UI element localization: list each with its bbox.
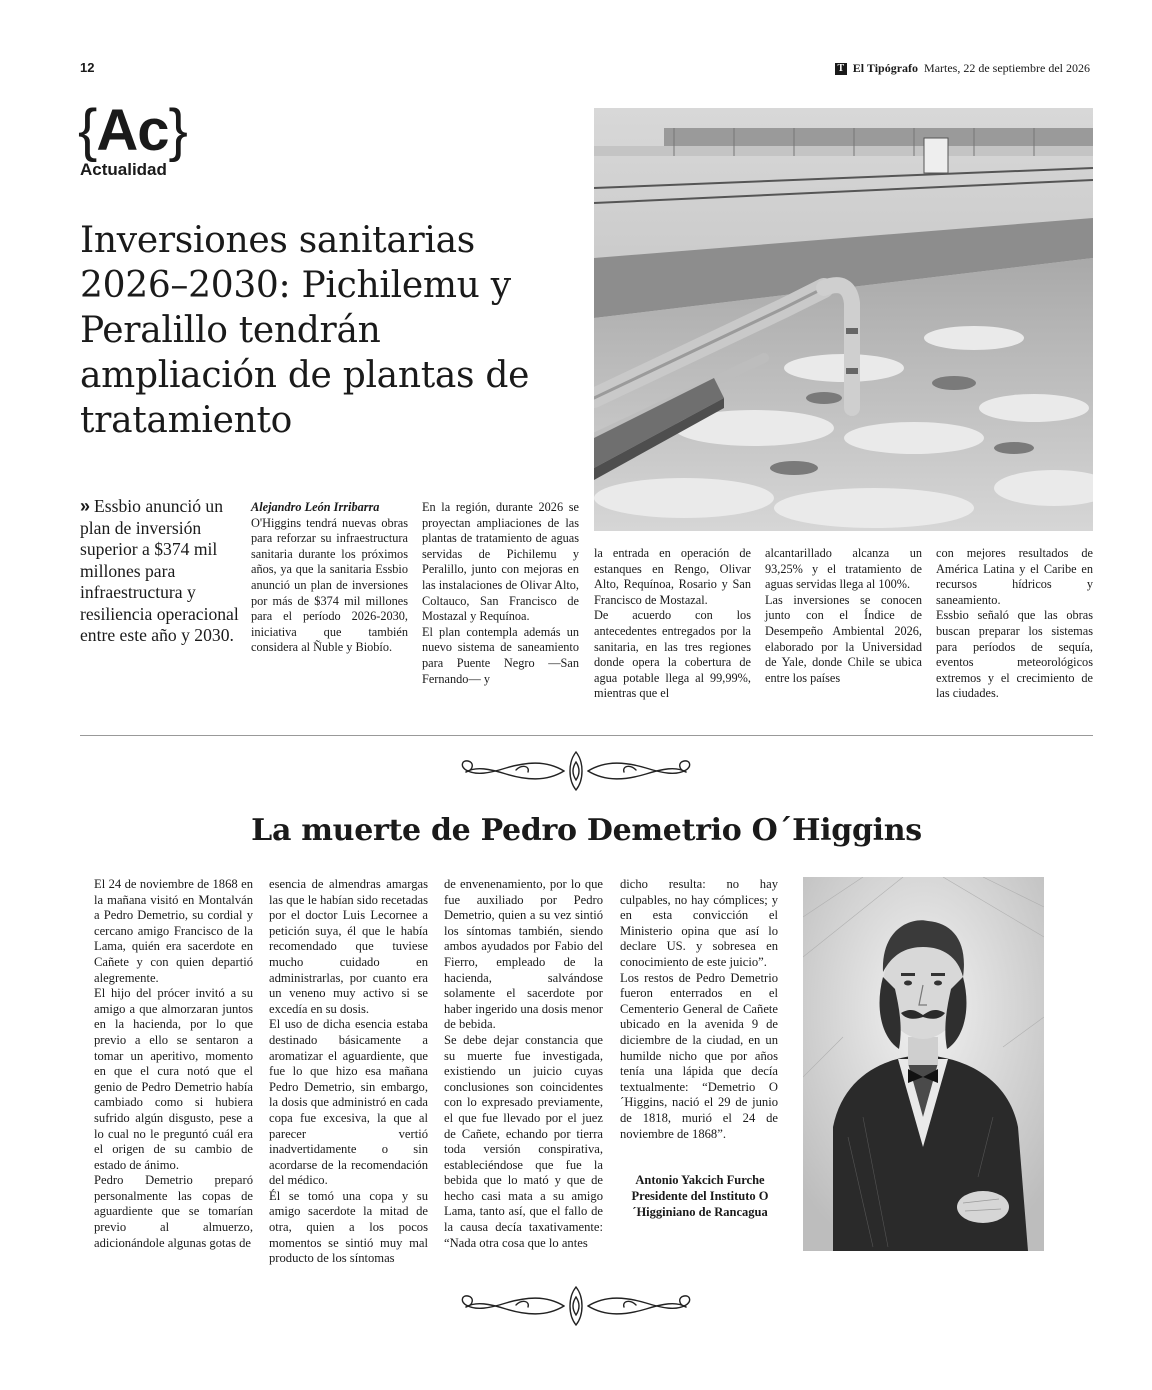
article2-column-1 (94, 877, 253, 1251)
article-headline: La muerte de Pedro Demetrio O´Higgins (251, 813, 922, 848)
issue-date: Martes, 22 de septiembre del 2026 (924, 61, 1090, 75)
masthead (835, 61, 1090, 76)
page-number: 12 (80, 60, 95, 75)
paragraph: la entrada en operación de estanques en Rengo, Olivar Alto, Requínoa, Rosario y San Francisco de Mostazal. (594, 546, 751, 607)
paragraph: Pedro Demetrio preparó personalmente las copas de aguardiente que se tomarían previo al almuerzo, adicionándole algunas gotas de (94, 1173, 253, 1250)
article-lede (80, 496, 240, 647)
article-column-1 (251, 500, 408, 656)
engraved-portrait-illustration (803, 877, 1044, 1251)
flourish-ornament-icon (456, 748, 696, 794)
publication-logo-icon: T (835, 63, 847, 75)
photo-illustration (594, 108, 1093, 531)
author-signature (620, 1172, 780, 1220)
paragraph: Él se tomó una copa y su amigo sacerdote la mitad de otra, quien a los pocos momentos se sintió muy mal producto de los síntomas (269, 1188, 428, 1266)
paragraph: El hijo del prócer invitó a su amigo a que almorzaran juntos en la hacienda, por lo que previo a ello se sentaron a tomar un aperitivo, momento en que el cura notó que el genio de Pedro Demetrio había cambiado como si hubiera sufrido algún disgusto, pese a lo cual no le preguntó cuál era el origen de su cambio de estado de ánimo. (94, 986, 253, 1172)
paragraph: El 24 de noviembre de 1868 en la mañana visitó en Montalván a Pedro Demetrio, su cordial y cercano amigo Francisco de la Lama, quién era sacerdote en Cañete y con quien departió alegremente. (94, 877, 253, 985)
section-abbreviation (78, 100, 208, 162)
lede-text: Essbio anunció un plan de inversión superior a $374 mil millones para infraestructura y resiliencia operacional entre este año y 2030. (80, 496, 239, 645)
article-column-4 (765, 546, 922, 686)
flourish-ornament-icon (456, 748, 696, 794)
paragraph: Essbio señaló que las obras buscan preparar los sistemas para períodos de sequía, eventos meteorológicos extremos y el crecimiento de las ciudades. (936, 608, 1093, 701)
article-column-3 (594, 546, 751, 702)
paragraph: dicho resulta: no hay culpables, no hay cómplices; y en esta convicción el Ministerio opina que así lo declare US. y sobresea en conocimiento de este juicio”. (620, 877, 778, 969)
paragraph: Se debe dejar constancia que su muerte fue investigada, existiendo un juicio cuyas conclusiones son coincidentes con lo expresado previamente, el que fue llevado por el juez de Cañete, echando por tierra toda versión conspirativa, estableciéndose que fue la bebida que lo mató y que de hecho casi mata a su amigo Lama, tanto así, que el fallo de la causa decía taxativamente: “Nada otra cosa que lo antes (444, 1032, 603, 1250)
author-role: Presidente del Instituto O´Higginiano de Rancagua (631, 1189, 769, 1219)
paragraph: Los restos de Pedro Demetrio fueron enterrados en el Cementerio General de Cañete ubicado en la avenida 9 de diciembre de la ciudad, en un humilde nicho que por años tenía una lápida que decía textualmente: “Demetrio O´Higgins, nació el 29 de junio de 1818, murió el 24 de noviembre de 1868”. (620, 970, 778, 1141)
article-column-2 (422, 500, 579, 687)
publication-name: El Tipógrafo (852, 61, 919, 75)
paragraph: alcantarillado alcanza un 93,25% y el tratamiento de aguas servidas llega al 100%. (765, 546, 922, 592)
flourish-ornament-icon (456, 1283, 696, 1329)
article2-column-2 (269, 877, 428, 1267)
section-label: Actualidad (80, 160, 167, 179)
water-treatment-plant-photo (594, 108, 1093, 531)
portrait-illustration (803, 877, 1044, 1251)
byline: Alejandro León Irribarra (251, 500, 380, 514)
paragraph: En la región, durante 2026 se proyectan ampliaciones de las plantas de tratamiento de aguas servidas de Pichilemu y Peralillo, junto con mejoras en las instalaciones de Olivar Alto, Coltauco, San Francisco de Mostazal y Requínoa. (422, 500, 579, 624)
article-column-5 (936, 546, 1093, 702)
paragraph: esencia de almendras amargas las que le habían sido recetadas por el doctor Luis Lecornee a petición suya, él que le había recomendado que tuviese mucho cuidado en administrarlas, por cuanto era un veneno muy activo si se excedía en su dosis. (269, 877, 428, 1016)
section-divider (80, 735, 1093, 736)
brace-close: } (168, 98, 187, 163)
article2-column-3 (444, 877, 603, 1251)
flourish-ornament-icon (456, 1283, 696, 1329)
paragraph: De acuerdo con los antecedentes entregados por la sanitaria, en las tres regiones donde opera la cobertura de agua potable llega al 99,99%, mientras que el (594, 608, 751, 701)
section-mark (78, 100, 208, 180)
paragraph: O'Higgins tendrá nuevas obras para reforzar su infraestructura sanitaria durante los próximos años, ya que la sanitaria Essbio anunció un plan de inversiones por más de $374 mil millones para el período 2026-2030, iniciativa que también considera al Ñuble y Biobío. (251, 515, 408, 655)
article-headline: Inversiones sanitarias 2026–2030: Pichilemu y Peralillo tendrán ampliación de plantas de tratamiento (80, 220, 530, 441)
paragraph: Las inversiones se conocen junto con el Índice de Desempeño Ambiental 2026, elaborado por la Universidad de Yale, donde Chile se ubica entre los países (765, 592, 922, 685)
author-name: Antonio Yakcich Furche (635, 1173, 765, 1187)
article2-column-4 (620, 877, 778, 1142)
paragraph: de envenenamiento, por lo que fue auxiliado por Pedro Demetrio, quien a su vez sintió los síntomas también, siendo ambos ayudados por Fabio del Fierro, empleado de la hacienda, salvándose solamente el sacerdote por haber ingerido una dosis menor de bebida. (444, 877, 603, 1032)
brace-open: { (78, 98, 97, 163)
lede-quote-mark: » (80, 496, 91, 516)
section-abbr-letters: Ac (96, 98, 169, 163)
paragraph: El uso de dicha esencia estaba destinado básicamente a aromatizar el aguardiente, que fue lo que hizo esa mañana Pedro Demetrio, sin embargo, la dosis que administró en cada copa fue excesiva, la que al parecer vertió inadvertidamente o sin acordarse de la recomendación del médico. (269, 1017, 428, 1188)
paragraph: con mejores resultados de América Latina y el Caribe en recursos hídricos y saneamiento. (936, 546, 1093, 607)
paragraph: El plan contempla además un nuevo sistema de saneamiento para Puente Negro —San Fernando— y (422, 624, 579, 686)
